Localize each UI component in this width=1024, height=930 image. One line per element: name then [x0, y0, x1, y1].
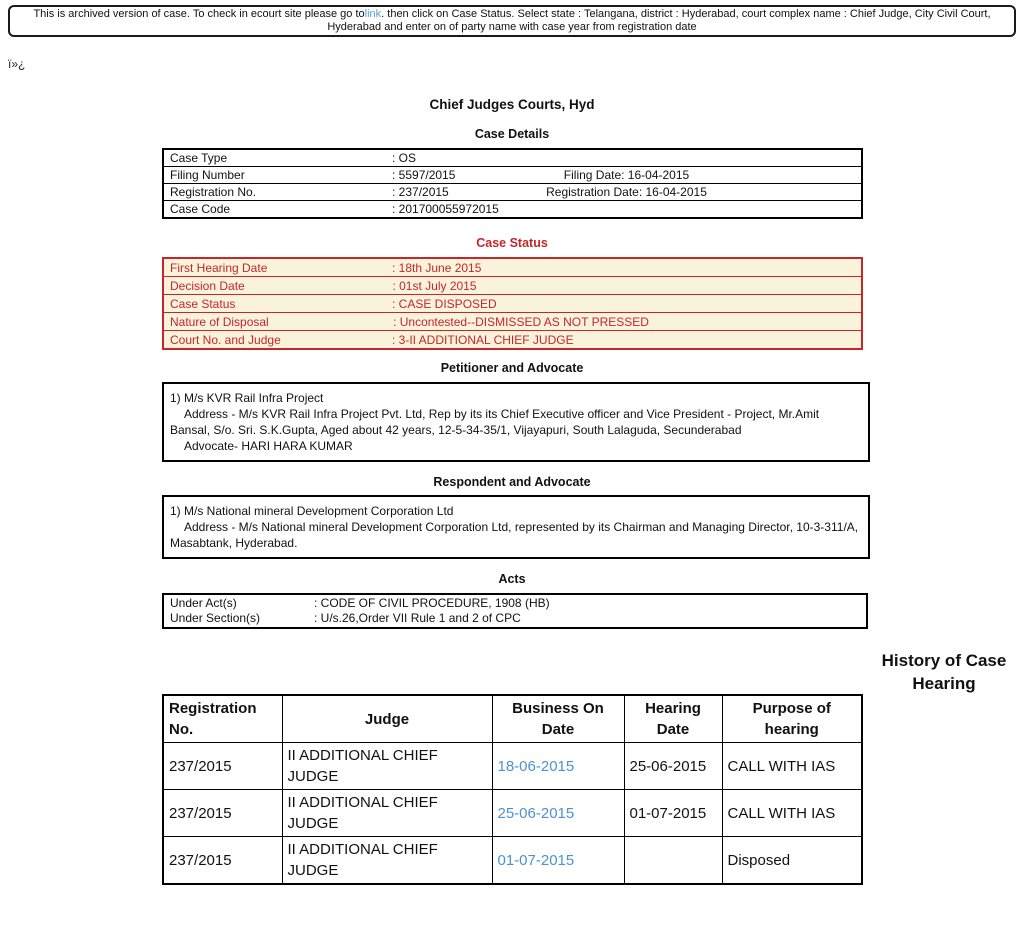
purpose-cell: CALL WITH IAS [722, 743, 862, 790]
case-type-value: : OS [392, 151, 417, 165]
case-status-heading: Case Status [476, 236, 548, 250]
case-type-label: Case Type [170, 151, 228, 165]
history-row [163, 837, 862, 885]
history-row [163, 790, 862, 837]
col-header-judge: Judge [282, 695, 492, 743]
page-title: Chief Judges Courts, Hyd [429, 97, 595, 112]
petitioner-advocate: Advocate- HARI HARA KUMAR [184, 439, 353, 453]
respondent-name: 1) M/s National mineral Development Corporation Ltd [170, 504, 454, 518]
purpose-cell: Disposed [722, 837, 862, 885]
purpose-cell: CALL WITH IAS [722, 790, 862, 837]
filing-date-value: Filing Date: 16-04-2015 [563, 168, 690, 182]
business-on-date-link[interactable]: 25-06-2015 [492, 790, 624, 837]
history-header-row [163, 695, 862, 743]
history-of-case-hearing-heading: History of Case Hearing [881, 651, 1007, 693]
filing-number-value: : 5597/2015 [392, 168, 456, 182]
hearing-date-cell [624, 837, 722, 885]
acts-heading: Acts [498, 572, 526, 586]
filing-number-row [164, 167, 861, 184]
registration-date-value: Registration Date: 16-04-2015 [546, 185, 707, 199]
judge-cell: II ADDITIONAL CHIEF JUDGE [282, 743, 492, 790]
registration-no-cell: 237/2015 [163, 837, 282, 885]
archive-notice-banner [8, 5, 1016, 37]
petitioner-name: 1) M/s KVR Rail Infra Project [170, 391, 324, 405]
registration-number-label: Registration No. [170, 185, 257, 199]
filing-number-label: Filing Number [170, 168, 245, 182]
petitioner-box [162, 382, 870, 462]
petitioner-address: Address - M/s KVR Rail Infra Project Pvt. Ltd, Rep by its its Chief Executive officer and Vice President - Project, Mr.Amit Bansal, S/o. Sri. S.K.Gupta, Aged about 42 years, 12-5-34-35/1, Vijayapuri, South Lalaguda, Secunderabad [170, 407, 820, 437]
decision-date-value: : 01st July 2015 [392, 279, 477, 293]
court-no-judge-label: Court No. and Judge [170, 333, 281, 347]
judge-cell: II ADDITIONAL CHIEF JUDGE [282, 790, 492, 837]
first-hearing-date-label: First Hearing Date [170, 261, 268, 275]
court-no-judge-row [164, 331, 861, 348]
respondent-heading: Respondent and Advocate [433, 475, 591, 489]
case-type-row [164, 150, 861, 167]
respondent-box [162, 495, 870, 559]
under-section-label: Under Section(s) [170, 611, 261, 625]
decision-date-row [164, 277, 861, 295]
nature-of-disposal-value: : Uncontested--DISMISSED AS NOT PRESSED [393, 315, 649, 329]
case-status-row [164, 295, 861, 313]
registration-number-value: : 237/2015 [392, 185, 449, 199]
first-hearing-date-value: : 18th June 2015 [392, 261, 482, 275]
under-act-row [164, 596, 866, 611]
col-header-hearing-date: Hearing Date [624, 695, 722, 743]
ecourt-site-link[interactable]: link [364, 8, 382, 20]
registration-no-cell: 237/2015 [163, 743, 282, 790]
case-code-row [164, 201, 861, 217]
hearing-date-cell: 25-06-2015 [624, 743, 722, 790]
business-on-date-link[interactable]: 01-07-2015 [492, 837, 624, 885]
hearing-date-cell: 01-07-2015 [624, 790, 722, 837]
archive-notice-text-after: . then click on Case Status. Select state : Telangana, district : Hyderabad, court complex name : Chief Judge, City Civil Court, Hyderabad and enter on of party name with case year from registration date [327, 8, 991, 33]
judge-cell: II ADDITIONAL CHIEF JUDGE [282, 837, 492, 885]
history-row [163, 743, 862, 790]
case-status-table [162, 257, 863, 350]
case-details-table [162, 148, 863, 219]
case-code-label: Case Code [170, 202, 231, 216]
first-hearing-date-row [164, 259, 861, 277]
acts-table [162, 593, 868, 629]
decision-date-label: Decision Date [170, 279, 245, 293]
nature-of-disposal-label: Nature of Disposal [170, 315, 269, 329]
respondent-address: Address - M/s National mineral Development Corporation Ltd, represented by its Chairman and Managing Director, 10-3-311/A, Masabtank, Hyderabad. [170, 520, 859, 550]
under-act-value: : CODE OF CIVIL PROCEDURE, 1908 (HB) [314, 596, 550, 610]
court-no-judge-value: : 3-II ADDITIONAL CHIEF JUDGE [392, 333, 574, 347]
business-on-date-link[interactable]: 18-06-2015 [492, 743, 624, 790]
archive-notice-text-before: This is archived version of case. To check in ecourt site please go to [33, 8, 365, 20]
under-section-row [164, 611, 866, 626]
case-code-value: : 201700055972015 [392, 202, 499, 216]
bom-artifact-text: ï»¿ [8, 57, 26, 71]
col-header-purpose: Purpose of hearing [722, 695, 862, 743]
col-header-business-on-date: Business On Date [492, 695, 624, 743]
col-header-registration-no: Registration No. [163, 695, 282, 743]
under-section-value: : U/s.26,Order VII Rule 1 and 2 of CPC [314, 611, 521, 625]
case-details-heading: Case Details [474, 127, 550, 141]
nature-of-disposal-row [164, 313, 861, 331]
case-status-label: Case Status [170, 297, 236, 311]
case-status-value: : CASE DISPOSED [392, 297, 497, 311]
registration-number-row [164, 184, 861, 201]
case-hearing-history-table [162, 694, 863, 885]
registration-no-cell: 237/2015 [163, 790, 282, 837]
under-act-label: Under Act(s) [170, 596, 237, 610]
petitioner-heading: Petitioner and Advocate [440, 361, 584, 375]
